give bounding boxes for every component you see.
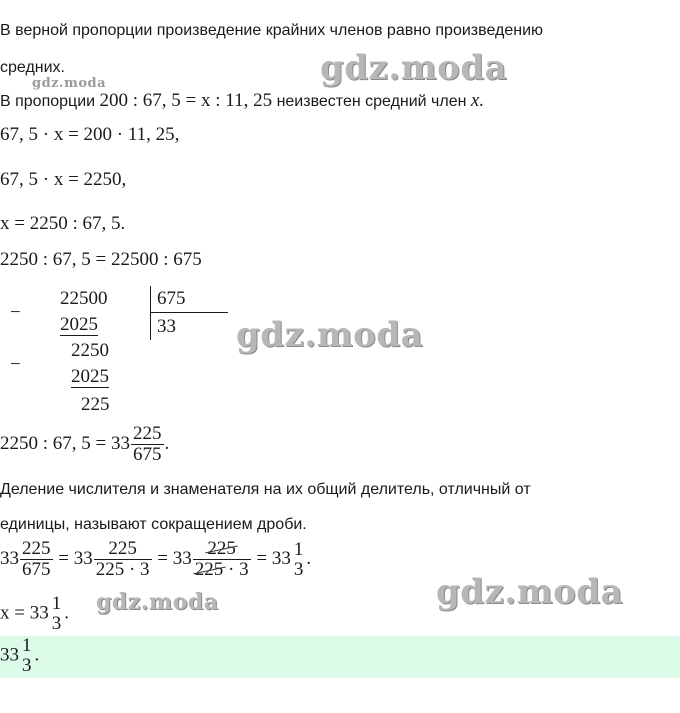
watermark-4: gdz.moda — [436, 572, 624, 612]
reduction-fraction-3 — [193, 539, 251, 580]
final-lhs: x = 33 — [0, 602, 49, 624]
rule2-line-2: единицы, называют сокращением дроби. — [0, 516, 307, 533]
division-vertical-bar — [150, 286, 151, 340]
rule2-line-1: Деление числителя и знаменателя на их общий делитель, отличный от — [0, 481, 531, 498]
result-lhs: 2250 : 67, 5 = 33 — [0, 432, 130, 454]
reduction-whole-1: 33 — [0, 547, 19, 569]
division-subtract-1 — [60, 314, 98, 336]
division-dividend: 22500 — [60, 288, 108, 309]
reduction-tail: . — [306, 547, 312, 569]
final-equation — [0, 594, 69, 634]
proportion-suffix: неизвестен средний член — [276, 93, 467, 110]
reduction-num-2: 225 — [94, 539, 152, 560]
reduction-den-3-factor: · 3 — [228, 559, 249, 580]
result-denominator: 675 — [133, 444, 162, 465]
reduction-whole-4: 33 — [271, 547, 291, 569]
equals-3: = — [256, 547, 268, 569]
equation-4: 2250 : 67, 5 = 22500 : 675 — [0, 249, 202, 270]
reduction-den-2: 225 · 3 — [95, 559, 150, 580]
minus-sign-2: − — [10, 354, 21, 375]
reduction-den-1: 675 — [22, 559, 51, 580]
reduction-den-3 — [193, 560, 251, 580]
answer-numerator: 1 — [22, 635, 32, 656]
division-subtract-1-value: 2025 — [60, 314, 98, 335]
proportion-expression: 200 : 67, 5 = x : 11, 25 — [99, 90, 273, 111]
proportion-prefix: В пропорции — [0, 93, 96, 110]
reduction-line — [0, 539, 311, 580]
result-tail: . — [164, 432, 170, 454]
proportion-variable: x. — [470, 90, 485, 111]
watermark-3: gdz.moda — [236, 315, 424, 355]
equals-1: = — [58, 547, 69, 569]
watermark-5: gdz.moda — [96, 589, 219, 615]
final-numerator: 1 — [51, 593, 62, 614]
final-denominator: 3 — [51, 613, 62, 634]
final-tail: . — [64, 602, 69, 624]
reduction-den-4: 3 — [293, 558, 304, 580]
rule-line-1: В верной пропорции произведение крайних членов равно произведению — [0, 22, 543, 39]
answer-whole: 33 — [0, 644, 19, 666]
result-line — [0, 424, 169, 465]
division-divisor: 675 — [157, 288, 186, 309]
reduction-fraction-4 — [292, 540, 306, 580]
reduction-fraction-1 — [20, 539, 53, 580]
crossed-denominator: 225 — [194, 559, 224, 580]
result-numerator: 225 — [133, 423, 162, 444]
answer-fraction — [20, 636, 34, 676]
crossed-numerator: 225 — [207, 538, 236, 559]
division-remainder-1: 2250 — [71, 340, 109, 361]
answer-denominator: 3 — [22, 655, 32, 676]
equation-1: 67, 5 · x = 200 · 11, 25, — [0, 124, 180, 145]
result-fraction — [131, 424, 164, 465]
watermark-1: gdz.moda — [320, 48, 508, 88]
equation-2: 67, 5 · x = 2250, — [0, 169, 127, 190]
answer-tail: . — [34, 644, 40, 666]
answer-value — [0, 636, 39, 676]
reduction-num-3 — [193, 539, 251, 560]
reduction-whole-3: 33 — [172, 547, 192, 569]
reduction-whole-2: 33 — [73, 547, 93, 569]
division-quotient: 33 — [157, 316, 176, 337]
answer-box — [0, 636, 680, 678]
reduction-fraction-2 — [94, 539, 152, 580]
minus-sign-1: − — [10, 302, 21, 323]
final-fraction — [50, 594, 64, 634]
reduction-num-1: 225 — [22, 538, 51, 559]
equation-3: x = 2250 : 67, 5. — [0, 213, 126, 234]
rule-line-2: средних. — [0, 59, 65, 76]
division-subtract-2-value: 2025 — [71, 366, 109, 387]
watermark-2: gdz.moda — [32, 76, 107, 91]
division-remainder-2: 225 — [81, 394, 110, 415]
proportion-line — [0, 90, 484, 112]
equals-2: = — [157, 547, 169, 569]
reduction-num-4: 1 — [293, 538, 304, 560]
division-subtract-2 — [71, 366, 109, 388]
division-horizontal-bar — [150, 312, 228, 313]
